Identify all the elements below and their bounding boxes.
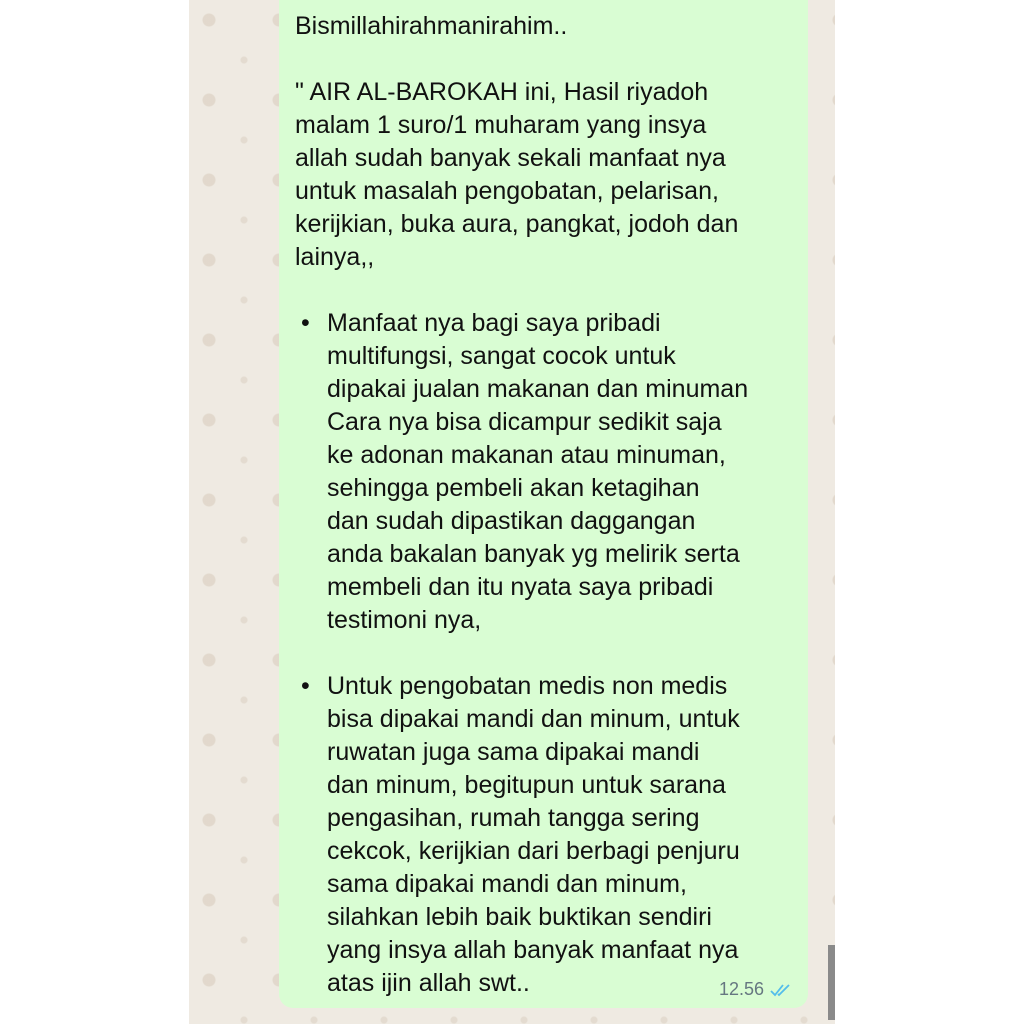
text-line: allah sudah banyak sekali manfaat nya [295, 144, 726, 172]
message-bullet-list [295, 307, 788, 1000]
bullet-icon: • [301, 309, 310, 337]
chat-background [189, 0, 835, 1024]
text-line: anda bakalan banyak yg melirik serta [327, 540, 740, 568]
text-line: ruwatan juga sama dipakai mandi [327, 738, 700, 766]
text-line: dan minum, begitupun untuk sarana [327, 771, 726, 799]
text-line: untuk masalah pengobatan, pelarisan, [295, 177, 719, 205]
text-line: Manfaat nya bagi saya pribadi [327, 309, 661, 337]
text-line: pengasihan, rumah tangga sering [327, 804, 700, 832]
text-line: lainya,, [295, 243, 375, 271]
message-greeting: Bismillahirahmanirahim.. [295, 12, 568, 40]
text-line: membeli dan itu nyata saya pribadi [327, 573, 714, 601]
bullet-item [295, 670, 788, 1000]
text-line: cekcok, kerijkian dari berbagi penjuru [327, 837, 740, 865]
text-line: multifungsi, sangat cocok untuk [327, 342, 676, 370]
text-line: ke adonan makanan atau minuman, [327, 441, 726, 469]
message-meta [719, 979, 794, 1000]
text-line: malam 1 suro/1 muharam yang insya [295, 111, 707, 139]
text-line: sama dipakai mandi dan minum, [327, 870, 687, 898]
text-line: testimoni nya, [327, 606, 482, 634]
text-line: dipakai jualan makanan dan minuman [327, 375, 749, 403]
text-line: " AIR AL-BAROKAH ini, Hasil riyadoh [295, 78, 709, 106]
text-line: bisa dipakai mandi dan minum, untuk [327, 705, 740, 733]
message-intro [295, 76, 788, 274]
scrollbar[interactable] [828, 945, 835, 1020]
message-bubble[interactable] [279, 0, 808, 1008]
text-line: silahkan lebih baik buktikan sendiri [327, 903, 712, 931]
text-line: sehingga pembeli akan ketagihan [327, 474, 700, 502]
text-line: atas ijin allah swt.. [327, 969, 530, 997]
bullet-item [295, 307, 788, 637]
text-line: Cara nya bisa dicampur sedikit saja [327, 408, 722, 436]
text-line: dan sudah dipastikan daggangan [327, 507, 696, 535]
double-check-icon [770, 982, 794, 998]
text-line: yang insya allah banyak manfaat nya [327, 936, 739, 964]
text-line: Untuk pengobatan medis non medis [327, 672, 728, 700]
bullet-icon: • [301, 672, 310, 700]
text-line: kerijkian, buka aura, pangkat, jodoh dan [295, 210, 739, 238]
message-time: 12.56 [718, 979, 764, 999]
